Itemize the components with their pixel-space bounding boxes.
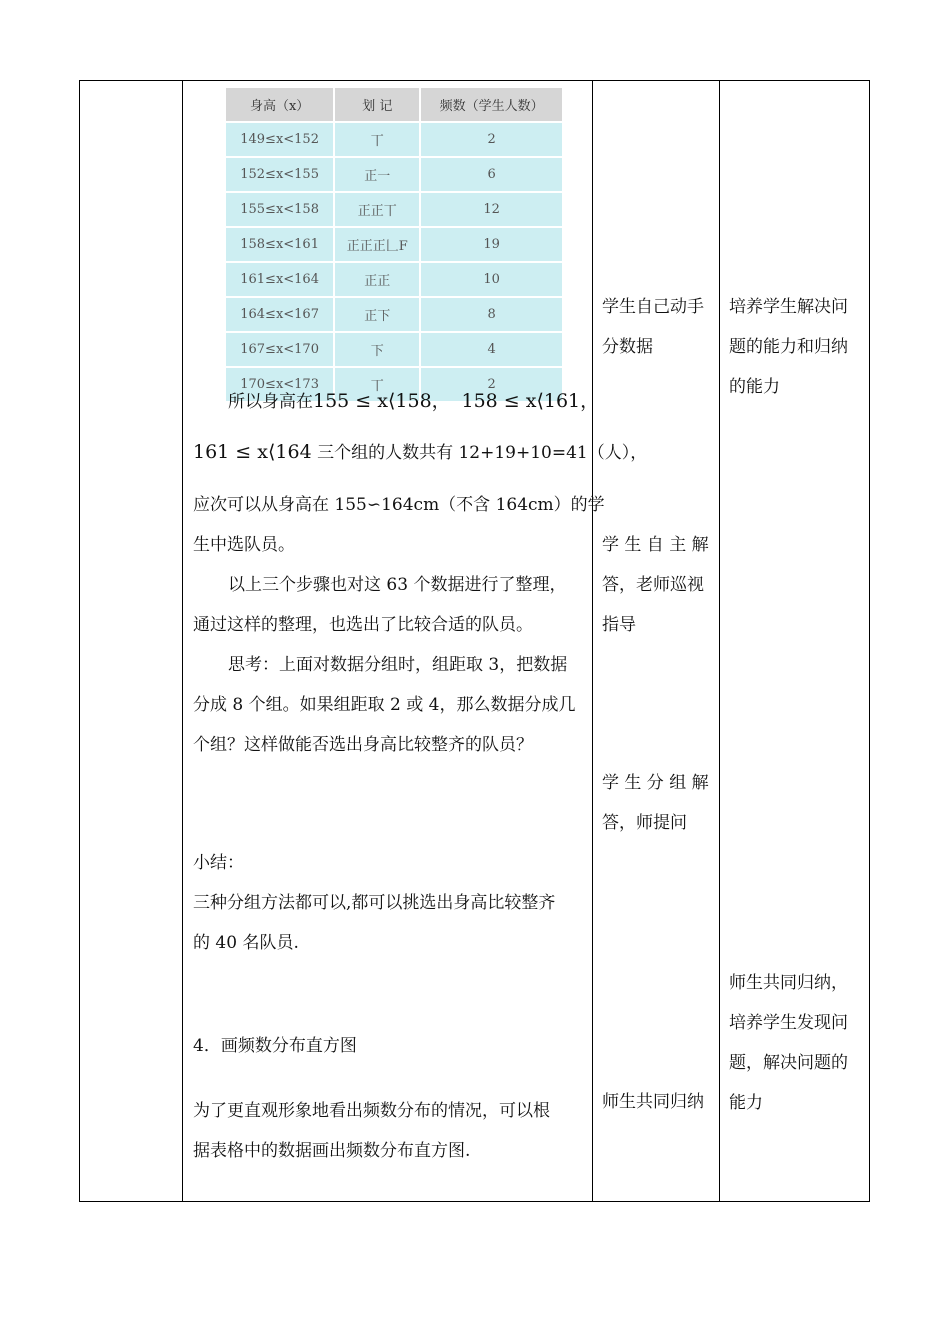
student-activity: 师生共同归纳 bbox=[602, 1092, 704, 1112]
table-row bbox=[226, 227, 562, 262]
design-intent: 的能力 bbox=[729, 377, 780, 397]
table-row bbox=[226, 192, 562, 227]
cell-count: 2 bbox=[420, 367, 562, 401]
table-row bbox=[226, 157, 562, 192]
student-activity: 答，老师巡视 bbox=[602, 575, 704, 595]
cell-range: 149≤x<152 bbox=[226, 122, 334, 157]
content-line: 个组？这样做能否选出身高比较整齐的队员？ bbox=[193, 735, 533, 755]
design-intent: 题的能力和归纳 bbox=[729, 337, 848, 357]
design-intent: 能力 bbox=[729, 1093, 763, 1113]
column-divider bbox=[592, 81, 593, 1201]
content-line: 生中选队员。 bbox=[193, 535, 295, 555]
inequality: 155 ≤ x⟨158， bbox=[313, 390, 451, 412]
column-divider bbox=[719, 81, 720, 1201]
cell-count: 12 bbox=[420, 192, 562, 227]
inequality: 161 ≤ x⟨164 bbox=[193, 441, 312, 463]
table-row bbox=[226, 297, 562, 332]
content-line: 分成 8 个组。如果组距取 2 或 4，那么数据分成几 bbox=[193, 695, 576, 715]
design-intent: 培养学生解决问 bbox=[729, 297, 848, 317]
cell-count: 19 bbox=[420, 227, 562, 262]
design-intent: 题，解决问题的 bbox=[729, 1053, 848, 1073]
content-line: 为了更直观形象地看出频数分布的情况，可以根 bbox=[193, 1101, 550, 1121]
student-activity: 指导 bbox=[602, 615, 636, 635]
cell-tally: 下 bbox=[334, 332, 420, 367]
cell-tally: 正正正𠃊F bbox=[334, 227, 420, 262]
student-activity: 学生自己动手 bbox=[602, 297, 704, 317]
table-row bbox=[226, 262, 562, 297]
cell-range: 158≤x<161 bbox=[226, 227, 334, 262]
cell-tally: 正正 bbox=[334, 262, 420, 297]
cell-range: 170≤x<173 bbox=[226, 367, 334, 401]
frequency-table bbox=[226, 88, 562, 401]
table-row bbox=[226, 332, 562, 367]
content-line: 应次可以从身高在 155∽164cm（不含 164cm）的学 bbox=[193, 495, 605, 515]
header-height: 身高（x） bbox=[226, 88, 334, 122]
cell-tally: 正一 bbox=[334, 157, 420, 192]
design-intent: 培养学生发现问 bbox=[729, 1013, 848, 1033]
student-activity: 学 生 分 组 解 bbox=[602, 773, 709, 793]
cell-tally: 正正丅 bbox=[334, 192, 420, 227]
content-line: 以上三个步骤也对这 63 个数据进行了整理， bbox=[228, 575, 567, 595]
cell-range: 152≤x<155 bbox=[226, 157, 334, 192]
inequality: 158 ≤ x⟨161， bbox=[461, 390, 600, 412]
summary-title: 小结： bbox=[193, 853, 244, 873]
section-heading: 4．画频数分布直方图 bbox=[193, 1036, 357, 1056]
content-line: 通过这样的整理，也选出了比较合适的队员。 bbox=[193, 615, 533, 635]
cell-range: 164≤x<167 bbox=[226, 297, 334, 332]
table-row bbox=[226, 122, 562, 157]
content-line: 的 40 名队员. bbox=[193, 933, 299, 953]
cell-count: 10 bbox=[420, 262, 562, 297]
design-intent: 师生共同归纳， bbox=[729, 973, 848, 993]
cell-range: 161≤x<164 bbox=[226, 262, 334, 297]
cell-count: 6 bbox=[420, 157, 562, 192]
cell-range: 167≤x<170 bbox=[226, 332, 334, 367]
cell-count: 8 bbox=[420, 297, 562, 332]
cell-count: 2 bbox=[420, 122, 562, 157]
student-activity: 答，师提问 bbox=[602, 813, 687, 833]
student-activity: 分数据 bbox=[602, 337, 653, 357]
text-span: 所以身高在 bbox=[228, 392, 313, 412]
content-line: 思考：上面对数据分组时，组距取 3，把数据 bbox=[228, 655, 568, 675]
header-tally: 划 记 bbox=[334, 88, 420, 122]
table-header-row bbox=[226, 88, 562, 122]
student-activity: 学 生 自 主 解 bbox=[602, 535, 709, 555]
content-line: 据表格中的数据画出频数分布直方图. bbox=[193, 1141, 471, 1161]
content-line: 三种分组方法都可以,都可以挑选出身高比较整齐 bbox=[193, 893, 556, 913]
header-frequency: 频数（学生人数） bbox=[420, 88, 562, 122]
text-span: 三个组的人数共有 12+19+10=41（人）， bbox=[317, 443, 648, 463]
column-divider bbox=[182, 81, 183, 1201]
content-line bbox=[193, 438, 647, 463]
cell-tally: 丅 bbox=[334, 367, 420, 401]
cell-tally: 丅 bbox=[334, 122, 420, 157]
cell-count: 4 bbox=[420, 332, 562, 367]
cell-tally: 正下 bbox=[334, 297, 420, 332]
cell-range: 155≤x<158 bbox=[226, 192, 334, 227]
content-line bbox=[228, 386, 599, 413]
